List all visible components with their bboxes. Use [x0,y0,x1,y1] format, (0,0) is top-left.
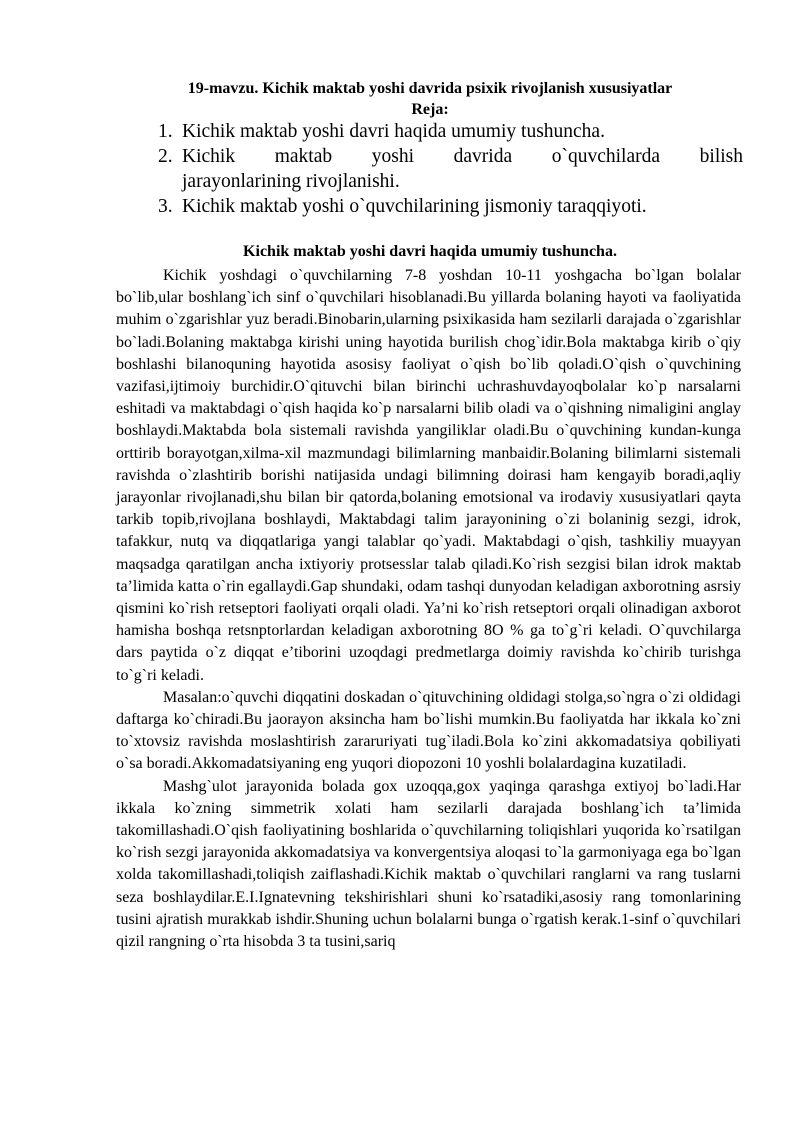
plan-item-text: Kichik maktab yoshi o`quvchilarining jismoniy taraqqiyoti. [182,196,647,217]
paragraph: Mashg`ulot jarayonida bolada gox uzoqqa,gox yaqinga qarashga extiyoj bo`ladi.Har ikkala ko`zning simmetrik xolati ham sezilarli darajada boshlang`ich ta’limida takomillashadi.O`qish faoliyatining boshlarida o`quvchilarning toliqishlari yuqorida ko`rsatilgan ko`rish sezgi jarayonida akkomadatsiya va konvergentsiya aloqasi to`la garmoniyaga ega bo`lgan xolda takomillashadi,toliqish zaiflashadi.Kichik maktab o`quvchilari ranglarni va rang tuslarni seza boshlaydilar.E.I.Ignatevning tekshirishlari shuni ko`rsatadiki,asosiy rang tomonlarining tusini ajratish murakkab ishdir.Shuning uchun bolalarni bunga o`rgatish kerak.1-sinf o`quvchilari qizil rangning o`rta hisobda 3 ta tusini,sariq [116,777,741,951]
plan-heading: Reja: [411,101,449,118]
plan-item [158,119,743,144]
document-title: 19-mavzu. Kichik maktab yoshi davrida psixik rivojlanish xususiyatlar [187,80,673,97]
plan-item-number: 2. [158,146,173,167]
plan-item-text [182,144,743,169]
plan-item-number: 1. [158,121,173,142]
plan-item-number: 3. [158,196,173,217]
plan-list [158,119,743,219]
plan-item-text: Kichik maktab yoshi davri haqida umumiy tushuncha. [182,121,605,142]
plan-item [158,194,743,219]
body-text [116,265,741,953]
paragraph: Masalan:o`quvchi diqqatini doskadan o`qituvchining oldidagi stolga,so`ngra o`zi oldidagi daftarga ko`chiradi.Bu jaorayon aksincha ham bo`lishi mumkin.Bu faoliyatda har ikkala ko`zni to`xtovsiz ravishda moslashtirish zararuriyati tug`iladi.Bola ko`zini akkomadatsiya qobiliyati o`sa boradi.Akkomadatsiyaning eng yuqori diopozoni 10 yoshli bolalardagina kuzatiladi. [116,688,741,773]
plan-item-text-line1: Kichik maktab yoshi davrida o`quvchilarda bilish [182,146,743,167]
plan-item [158,144,743,194]
paragraph: Kichik yoshdagi o`quvchilarning 7-8 yoshdan 10-11 yoshgacha bo`lgan bolalar bo`lib,ular boshlang`ich sinf o`quvchilari hisoblanadi.Bu yillarda bolaning hayoti va faoliyatida muhim o`zgarishlar yuz beradi.Binobarin,ularning psixikasida ham sezilarli darajada o`zgarishlar bo`ladi.Bolaning maktabga kirishi uning hayotida burilish chog`idir.Bola maktabga kirib o`qiy boshlashi bilanoquning hayotida asosisy faoliyat o`qish bo`lib qoladi.O`qish o`quvchining vazifasi,ijtimoiy burchidir.O`qituvchi bilan birinchi uchrashuvdayoqbolalar ko`p narsalarni eshitadi va maktabdagi o`qish haqida ko`p narsalarni bilib oladi va o`qishning nimaligini anglay boshlaydi.Maktabda bola sistemali ravishda yangiliklar oladi.Bu o`quvchining kundan-kunga orttirib borayotgan,xilma-xil mazmundagi bilimlarning manbaidir.Bolaning bilimlarni sistemali ravishda o`zlashtirib borishi natijasida undagi bilimning doirasi ham kengayib boradi,aqliy jarayonlar rivojlanadi,shu bilan bir qatorda,bolaning emotsional va irodaviy xususiyatlari qayta tarkib topib,rivojlana boshlaydi, Maktabdagi talim jarayonining o`zi bolaninig sezgi, idrok, tafakkur, nutq va diqqatlariga yangi talablar qo`yadi. Maktabdagi o`qish, tashkiliy muayyan maqsadga qaratilgan ancha ixtiyoriy protsesslar talab qiladi.Ko`rish sezgisi bilan idrok maktab ta’limida katta o`rin egallaydi.Gap shundaki, odam tashqi dunyodan keladigan axborotning asrsiy qismini ko`rish retseptori faoliyati orqali oladi. Ya’ni ko`rish retseptori orqali olinadigan axborot hamisha boshqa retsnptorlardan keladigan axborotning 8O % ga to`g`ri keladi. O`quvchilarga dars paytida o`z diqqat e’tiborini uzoqdagi predmetlarga doimiy ravishda ko`chirib turishga to`g`ri keladi. [116,267,741,684]
plan-item-text-line2: jarayonlarining rivojlanishi. [182,171,400,192]
section-heading: Kichik maktab yoshi davri haqida umumiy tushuncha. [243,243,617,260]
